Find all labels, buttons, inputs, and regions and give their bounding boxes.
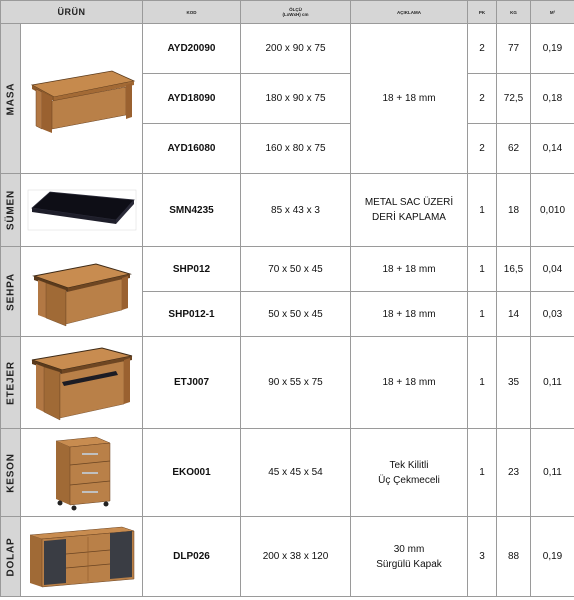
header-kod: KOD bbox=[143, 1, 241, 24]
header-m3: M³ bbox=[531, 1, 574, 24]
product-code: DLP026 bbox=[143, 517, 241, 597]
dimension: 45 x 45 x 54 bbox=[241, 429, 351, 517]
header-pk: PK bbox=[468, 1, 497, 24]
dimension: 50 x 50 x 45 bbox=[241, 292, 351, 337]
kg-value: 14 bbox=[497, 292, 531, 337]
pk-value: 1 bbox=[468, 292, 497, 337]
category-etejer bbox=[1, 337, 21, 429]
header-olcu-sub: (LxWxH) cm bbox=[282, 12, 309, 17]
kg-value: 77 bbox=[497, 24, 531, 74]
table-row bbox=[1, 429, 574, 517]
cabinet-illustration bbox=[26, 521, 138, 593]
header-urun: ÜRÜN bbox=[1, 1, 143, 24]
kg-value: 23 bbox=[497, 429, 531, 517]
product-code: SMN4235 bbox=[143, 174, 241, 247]
description-keson bbox=[351, 429, 468, 517]
dimension: 180 x 90 x 75 bbox=[241, 74, 351, 124]
description-dolap bbox=[351, 517, 468, 597]
description-sehpa: 18 + 18 mm bbox=[351, 292, 468, 337]
category-label: ETEJER bbox=[5, 360, 16, 405]
desk-illustration bbox=[26, 63, 138, 135]
kg-value: 35 bbox=[497, 337, 531, 429]
description-line: 30 mm bbox=[393, 543, 425, 555]
dimension: 200 x 90 x 75 bbox=[241, 24, 351, 74]
category-keson bbox=[1, 429, 21, 517]
dimension: 90 x 55 x 75 bbox=[241, 337, 351, 429]
pk-value: 1 bbox=[468, 429, 497, 517]
product-image-sumen bbox=[21, 174, 143, 247]
pk-value: 1 bbox=[468, 174, 497, 247]
kg-value: 18 bbox=[497, 174, 531, 247]
product-code: AYD20090 bbox=[143, 24, 241, 74]
kg-value: 72,5 bbox=[497, 74, 531, 124]
dimension: 160 x 80 x 75 bbox=[241, 124, 351, 174]
product-image-dolap bbox=[21, 517, 143, 597]
dimension: 85 x 43 x 3 bbox=[241, 174, 351, 247]
product-code: AYD18090 bbox=[143, 74, 241, 124]
m3-value: 0,11 bbox=[531, 337, 574, 429]
description-line: Üç Çekmeceli bbox=[378, 474, 440, 486]
pk-value: 2 bbox=[468, 24, 497, 74]
product-image-keson bbox=[21, 429, 143, 517]
category-sumen bbox=[1, 174, 21, 247]
m3-value: 0,010 bbox=[531, 174, 574, 247]
header-kg: KG bbox=[497, 1, 531, 24]
m3-value: 0,18 bbox=[531, 74, 574, 124]
table-row bbox=[1, 247, 574, 292]
description-line: DERİ KAPLAMA bbox=[372, 212, 446, 223]
desk-pad-illustration bbox=[26, 182, 138, 238]
category-label: KESON bbox=[5, 452, 16, 493]
category-label: MASA bbox=[5, 82, 16, 115]
m3-value: 0,04 bbox=[531, 247, 574, 292]
description-line: Sürgülü Kapak bbox=[376, 558, 442, 570]
description-sumen bbox=[351, 174, 468, 247]
coffee-table-illustration bbox=[26, 252, 138, 332]
category-dolap bbox=[1, 517, 21, 597]
m3-value: 0,19 bbox=[531, 24, 574, 74]
kg-value: 16,5 bbox=[497, 247, 531, 292]
header-row bbox=[1, 1, 574, 24]
drawer-unit-illustration bbox=[26, 433, 138, 513]
category-label: SEHPA bbox=[5, 272, 16, 311]
header-aciklama: AÇIKLAMA bbox=[351, 1, 468, 24]
table-row bbox=[1, 24, 574, 74]
product-image-sehpa bbox=[21, 247, 143, 337]
header-olcu-label: ÖLÇÜ bbox=[289, 7, 302, 12]
product-code: EKO001 bbox=[143, 429, 241, 517]
description-line: Tek Kilitli bbox=[389, 459, 429, 471]
category-masa bbox=[1, 24, 21, 174]
description-sehpa: 18 + 18 mm bbox=[351, 247, 468, 292]
category-sehpa bbox=[1, 247, 21, 337]
category-label: DOLAP bbox=[5, 537, 16, 576]
header-olcu bbox=[241, 1, 351, 24]
pk-value: 1 bbox=[468, 337, 497, 429]
product-code: SHP012 bbox=[143, 247, 241, 292]
m3-value: 0,11 bbox=[531, 429, 574, 517]
description-etejer: 18 + 18 mm bbox=[351, 337, 468, 429]
table-row bbox=[1, 174, 574, 247]
m3-value: 0,14 bbox=[531, 124, 574, 174]
kg-value: 62 bbox=[497, 124, 531, 174]
m3-value: 0,19 bbox=[531, 517, 574, 597]
pk-value: 1 bbox=[468, 247, 497, 292]
product-code: SHP012-1 bbox=[143, 292, 241, 337]
pk-value: 2 bbox=[468, 74, 497, 124]
product-code: ETJ007 bbox=[143, 337, 241, 429]
dimension: 200 x 38 x 120 bbox=[241, 517, 351, 597]
pk-value: 2 bbox=[468, 124, 497, 174]
product-image-masa bbox=[21, 24, 143, 174]
kg-value: 88 bbox=[497, 517, 531, 597]
side-desk-illustration bbox=[26, 342, 138, 424]
product-code: AYD16080 bbox=[143, 124, 241, 174]
description-masa: 18 + 18 mm bbox=[351, 24, 468, 174]
table-row bbox=[1, 517, 574, 597]
table-row bbox=[1, 337, 574, 429]
category-label: SÜMEN bbox=[5, 189, 16, 231]
product-image-etejer bbox=[21, 337, 143, 429]
dimension: 70 x 50 x 45 bbox=[241, 247, 351, 292]
pk-value: 3 bbox=[468, 517, 497, 597]
description-line: METAL SAC ÜZERİ bbox=[364, 197, 454, 208]
m3-value: 0,03 bbox=[531, 292, 574, 337]
